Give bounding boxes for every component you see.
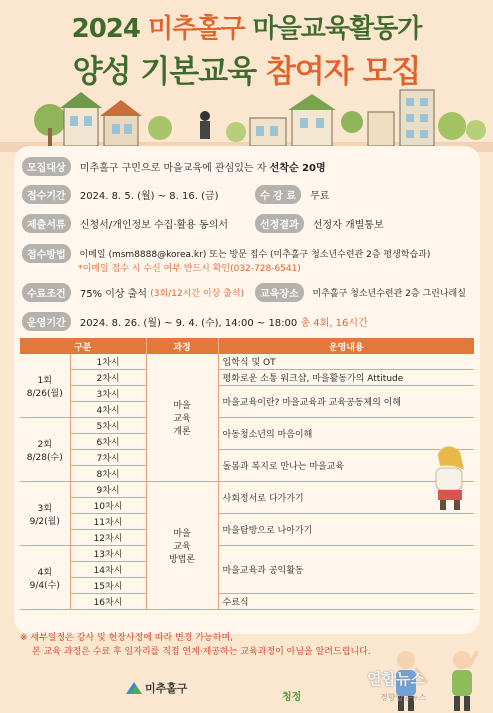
table-row	[20, 354, 474, 370]
session-number: 1회	[37, 375, 52, 386]
session-date: 9/2(월)	[29, 516, 60, 527]
session-date: 8/28(수)	[26, 452, 63, 463]
session-number: 3회	[37, 503, 52, 514]
period-label: 접수기간	[22, 185, 71, 204]
table-row	[20, 546, 474, 562]
title-line-2	[0, 46, 493, 91]
course-2-cell	[146, 482, 218, 610]
title-program: 마을교육활동가	[252, 14, 422, 44]
round-cell: 15차시	[70, 578, 146, 594]
content-cell: 수료식	[218, 594, 474, 610]
run-value: 2024. 8. 26. (월) ~ 9. 4. (수), 14:00 ~ 18:00	[79, 318, 298, 329]
method-label: 접수방법	[22, 244, 71, 263]
title-recruit: 참여자 모집	[265, 54, 421, 90]
row-run	[22, 312, 477, 331]
round-cell: 14차시	[70, 562, 146, 578]
content-cell: 돌봄과 복지로 만나는 마을교육	[218, 450, 474, 482]
title-course: 양성 기본교육	[72, 54, 257, 90]
watermark-subtext: 경향합동뉴스	[380, 693, 427, 702]
session-2-cell	[20, 418, 70, 482]
session-number: 2회	[37, 439, 52, 450]
watermark-text: 연합뉴스	[367, 670, 425, 688]
round-cell: 7차시	[70, 450, 146, 466]
title-year: 2024	[71, 14, 140, 44]
session-1-cell	[20, 354, 70, 418]
content-cell: 마을탐방으로 나아가기	[218, 514, 474, 546]
complete-label: 수료조건	[22, 283, 71, 302]
docs-label: 제출서류	[22, 214, 71, 233]
session-number: 4회	[37, 567, 52, 578]
round-cell: 11차시	[70, 514, 146, 530]
header-division: 구분	[20, 338, 146, 354]
town-illustration	[0, 88, 493, 152]
table-header-row	[20, 338, 474, 354]
footer-line-2: 본 교육 과정은 수료 후 일자리를 직접 연계·제공하는 교육과정이 아님을 알려드립니다.	[32, 646, 371, 657]
header-content: 운영내용	[218, 338, 474, 354]
content-cell: 마을교육이란? 마을교육과 교육공동체의 이해	[218, 386, 474, 418]
target-label: 모집대상	[22, 157, 71, 176]
fee-label: 수 강 료	[255, 185, 301, 204]
partner-logo-text: 청정	[282, 692, 302, 703]
course-text: 마을	[173, 529, 191, 539]
course-text: 방법론	[168, 555, 196, 565]
docs-value: 신청서/개인정보 수집·활용 동의서	[79, 220, 228, 231]
result-label: 선정결과	[255, 214, 304, 233]
session-4-cell	[20, 546, 70, 610]
course-1-cell	[146, 354, 218, 482]
complete-note: (3회/12시간 이상 출석)	[150, 289, 245, 299]
target-value: 미추홀구 구민으로 마을교육에 관심있는 자	[79, 163, 267, 174]
round-cell: 4차시	[70, 402, 146, 418]
course-text: 교육	[173, 414, 191, 424]
table-row	[20, 370, 474, 386]
table-row	[20, 418, 474, 434]
round-cell: 2차시	[70, 370, 146, 386]
session-date: 9/4(수)	[29, 580, 60, 591]
fee-value: 무료	[310, 191, 330, 202]
title-district: 미추홀구	[148, 14, 245, 44]
session-3-cell	[20, 482, 70, 546]
content-cell: 아동청소년의 마음이해	[218, 418, 474, 450]
round-cell: 1차시	[70, 354, 146, 370]
table-row	[20, 594, 474, 610]
content-cell: 입학식 및 OT	[218, 354, 474, 370]
course-text: 마을	[173, 401, 191, 411]
round-cell: 13차시	[70, 546, 146, 562]
round-cell: 3차시	[70, 386, 146, 402]
org-logo-text: 미추홀구	[145, 682, 188, 695]
row-result	[255, 214, 477, 233]
footer-line-1: ※ 세부일정은 강사 및 현장사정에 따라 변경 가능하며,	[20, 633, 234, 643]
content-cell: 사회정서로 다가가기	[218, 482, 474, 514]
content-cell: 마을교육과 공익활동	[218, 546, 474, 594]
round-cell: 10차시	[70, 498, 146, 514]
target-bold: 선착순 20명	[269, 163, 326, 174]
header-course: 과정	[146, 338, 218, 354]
org-logo-icon	[125, 680, 143, 696]
method-note: *이메일 접수 시 수신 여부 반드시 확인(032-728-6541)	[78, 264, 301, 274]
period-value: 2024. 8. 5. (월) ~ 8. 16. (금)	[79, 191, 219, 202]
course-text: 교육	[173, 542, 191, 552]
row-place	[255, 283, 477, 302]
round-cell: 5차시	[70, 418, 146, 434]
row-fee	[255, 185, 477, 204]
session-date: 8/26(월)	[26, 388, 63, 399]
result-value: 선정자 개별통보	[312, 220, 384, 231]
table-row	[20, 514, 474, 530]
schedule-table	[20, 338, 474, 610]
run-label: 운영기간	[22, 312, 71, 331]
round-cell: 12차시	[70, 530, 146, 546]
place-value: 미추홀구 청소년수련관 2층 그린나래실	[312, 289, 466, 299]
complete-value: 75% 이상 출석	[79, 289, 148, 300]
run-note: 총 4회, 16시간	[300, 318, 368, 329]
content-cell: 평화로운 소통 워크샵, 마을활동가의 Attitude	[218, 370, 474, 386]
round-cell: 8차시	[70, 466, 146, 482]
person-illustration	[420, 440, 480, 512]
round-cell: 16차시	[70, 594, 146, 610]
row-target	[22, 157, 477, 176]
table-row	[20, 450, 474, 466]
title-line-1	[0, 8, 493, 45]
round-cell: 9차시	[70, 482, 146, 498]
table-row	[20, 386, 474, 402]
table-row	[20, 482, 474, 498]
round-cell: 6차시	[70, 434, 146, 450]
course-text: 개론	[173, 427, 191, 437]
place-label: 교육장소	[255, 283, 304, 302]
method-value: 이메일 (msm8888@korea.kr) 또는 방문 접수 (미추홀구 청소년수련관 2층 평생학습과)	[79, 250, 431, 260]
